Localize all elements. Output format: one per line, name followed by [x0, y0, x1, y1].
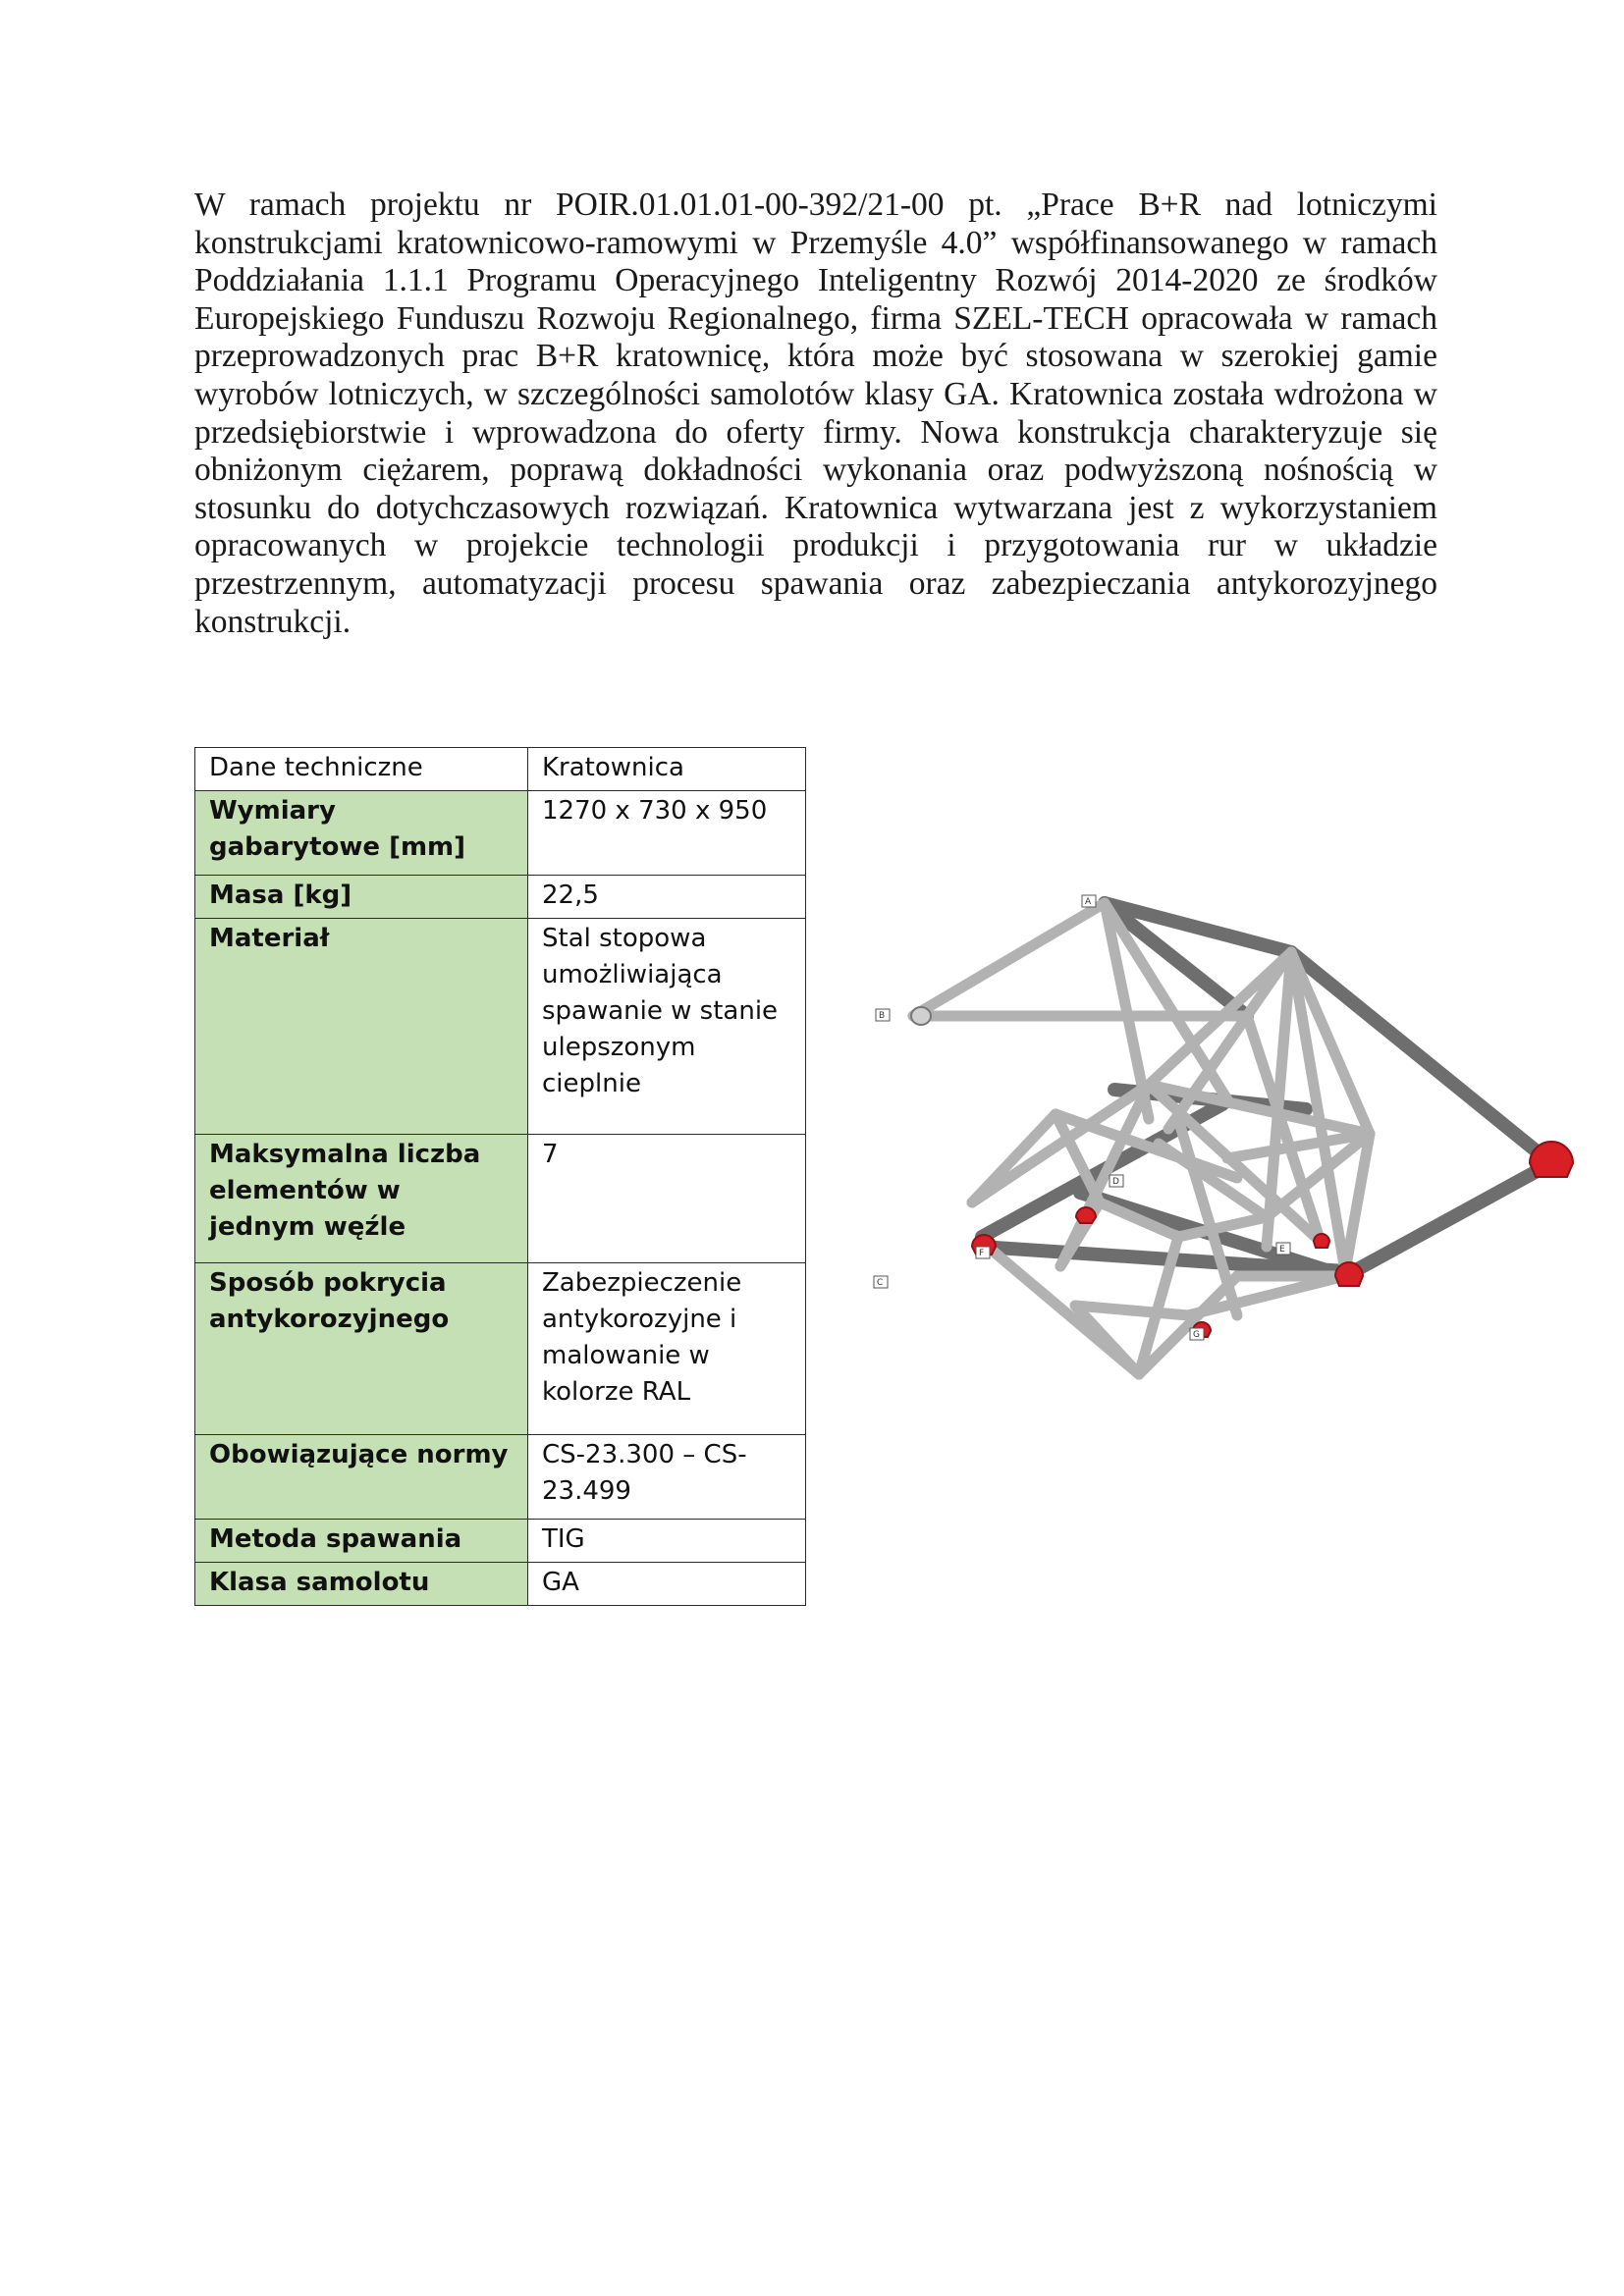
- svg-text:E: E: [1279, 1245, 1285, 1255]
- table-header-value: Kratownica: [528, 748, 806, 791]
- table-row-coating: [195, 1263, 806, 1435]
- truss-illustration: [854, 864, 1600, 1472]
- table-row-mass: [195, 876, 806, 919]
- table-header-key: Dane techniczne: [195, 748, 528, 791]
- truss-light-tubes: [913, 903, 1370, 1374]
- row-key: Klasa samolotu: [195, 1563, 528, 1606]
- node-label-g: [1190, 1328, 1204, 1340]
- table-row-max-elements: [195, 1135, 806, 1263]
- row-value: 1270 x 730 x 950: [528, 791, 806, 876]
- row-value: 7: [528, 1135, 806, 1263]
- technical-data-table: [194, 747, 806, 1606]
- svg-text:D: D: [1112, 1177, 1119, 1187]
- row-value: 22,5: [528, 876, 806, 919]
- row-key: Obowiązujące normy: [195, 1435, 528, 1520]
- node-label-f: [976, 1247, 990, 1258]
- mount-bottom: [1335, 1262, 1363, 1286]
- mount-d: [1076, 1207, 1096, 1223]
- truss-drawing: [854, 864, 1600, 1472]
- table-row-dimensions: [195, 791, 806, 876]
- row-key: Sposób pokrycia antykorozyjnego: [195, 1263, 528, 1435]
- row-value: Stal stopowa umożliwiająca spawanie w stanie ulepszonym cieplnie: [528, 919, 806, 1135]
- svg-text:B: B: [879, 1011, 886, 1021]
- table-row-material: [195, 919, 806, 1135]
- table-header-row: [195, 748, 806, 791]
- row-key: Metoda spawania: [195, 1520, 528, 1563]
- table-row-standards: [195, 1435, 806, 1520]
- node-label-e: [1276, 1243, 1290, 1255]
- svg-text:C: C: [877, 1278, 884, 1288]
- node-label-c: [874, 1276, 888, 1288]
- mount-small: [1314, 1234, 1329, 1248]
- mount-right: [1530, 1142, 1573, 1177]
- row-value: CS-23.300 – CS-23.499: [528, 1435, 806, 1520]
- svg-text:G: G: [1193, 1330, 1200, 1340]
- row-key: Masa [kg]: [195, 876, 528, 919]
- node-label-b: [876, 1009, 890, 1021]
- node-label-d: [1110, 1175, 1123, 1187]
- row-key: Materiał: [195, 919, 528, 1135]
- svg-text:A: A: [1085, 897, 1092, 907]
- node-label-a: [1082, 895, 1096, 907]
- table-row-welding: [195, 1520, 806, 1563]
- row-value: GA: [528, 1563, 806, 1606]
- row-key: Maksymalna liczba elementów w jednym węźle: [195, 1135, 528, 1263]
- row-value: TIG: [528, 1520, 806, 1563]
- row-value: Zabezpieczenie antykorozyjne i malowanie w kolorze RAL: [528, 1263, 806, 1435]
- table-row-aircraft-class: [195, 1563, 806, 1606]
- row-key: Wymiary gabarytowe [mm]: [195, 791, 528, 876]
- svg-text:F: F: [979, 1249, 985, 1258]
- tube-end: [911, 1007, 931, 1025]
- intro-paragraph: W ramach projektu nr POIR.01.01.01-00-392/21-00 pt. „Prace B+R nad lotniczymi konstrukcjami kratownicowo-ramowymi w Przemyśle 4.0” współfinansowanego w ramach Poddziałania 1.1.1 Programu Operacyjnego Inteligentny Rozwój 2014-2020 ze środków Europejskiego Funduszu Rozwoju Regionalnego, firma SZEL-TECH opracowała w ramach przeprowadzonych prac B+R kratownicę, która może być stosowana w szerokiej gamie wyrobów lotniczych, w szczególności samolotów klasy GA. Kratownica została wdrożona w przedsiębiorstwie i wprowadzona do oferty firmy. Nowa konstrukcja charakteryzuje się obniżonym ciężarem, poprawą dokładności wykonania oraz podwyższoną nośnością w stosunku do dotychczasowych rozwiązań. Kratownica wytwarzana jest z wykorzystaniem opracowanych w projekcie technologii produkcji i przygotowania rur w układzie przestrzennym, automatyzacji procesu spawania oraz zabezpieczania antykorozyjnego konstrukcji.: [194, 187, 1437, 640]
